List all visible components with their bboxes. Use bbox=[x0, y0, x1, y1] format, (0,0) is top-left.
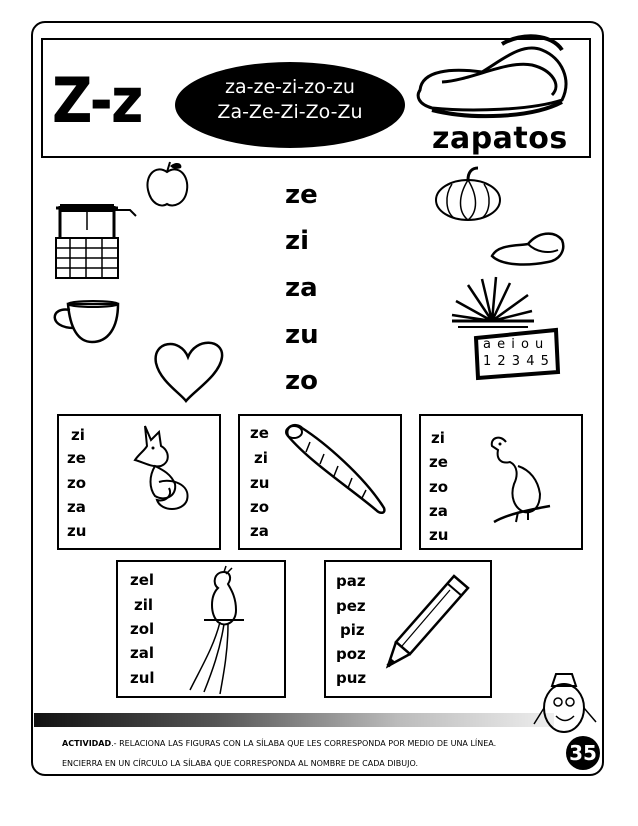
box-syllable: zu bbox=[250, 474, 270, 492]
box-syllable: zil bbox=[134, 596, 154, 614]
box-syllable: puz bbox=[336, 669, 367, 687]
mascot-icon bbox=[530, 668, 600, 740]
box-syllable: zu bbox=[429, 526, 449, 544]
quetzal-icon bbox=[184, 566, 254, 696]
page-number: 35 bbox=[566, 736, 600, 770]
box-syllable: zal bbox=[130, 644, 154, 662]
chalkboard-numbers: 1 2 3 4 5 bbox=[483, 354, 550, 369]
activity-label: ACTIVIDAD bbox=[62, 739, 112, 748]
box-syllable: zo bbox=[67, 474, 87, 492]
vulture-icon bbox=[488, 432, 554, 528]
center-syllable: ze bbox=[285, 180, 318, 210]
box-syllable: zi bbox=[71, 426, 85, 444]
box-syllable: zo bbox=[250, 498, 270, 516]
center-syllable: zi bbox=[285, 226, 310, 256]
box-syllable: za bbox=[429, 502, 448, 520]
box-syllable: poz bbox=[336, 645, 366, 663]
box-syllable: zo bbox=[429, 478, 449, 496]
box-syllable: zul bbox=[130, 669, 155, 687]
box-syllable: zu bbox=[67, 522, 87, 540]
box-syllable: paz bbox=[336, 572, 366, 590]
box-syllable: ze bbox=[429, 453, 448, 471]
activity-text-2: ENCIERRA EN UN CÍRCULO LA SÍLABA QUE CORRESPONDA AL NOMBRE DE CADA DIBUJO. bbox=[62, 759, 418, 768]
well-icon bbox=[50, 200, 150, 282]
box-syllable: piz bbox=[340, 621, 365, 639]
big-letter-title: Z-z bbox=[52, 64, 142, 137]
heart-icon bbox=[150, 335, 228, 405]
syllables-upper: Za-Ze-Zi-Zo-Zu bbox=[217, 100, 363, 123]
center-syllable: zu bbox=[285, 320, 319, 350]
box-syllable: za bbox=[250, 522, 269, 540]
box-syllable: zol bbox=[130, 620, 155, 638]
box-syllable: ze bbox=[67, 449, 86, 467]
carrot-icon bbox=[280, 422, 392, 516]
activity-text-1: .- RELACIONA LAS FIGURAS CON LA SÍLABA QUE LES CORRESPONDA POR MEDIO DE UNA LÍNEA. bbox=[111, 739, 497, 748]
chalkboard-vowels: a e i o u bbox=[483, 337, 545, 352]
grass-icon bbox=[448, 275, 538, 330]
picture-word: zapatos bbox=[432, 121, 568, 156]
activity-line-1 bbox=[62, 739, 496, 748]
shoes-icon bbox=[412, 30, 582, 130]
box-syllable: zel bbox=[130, 571, 155, 589]
pumpkin-icon bbox=[432, 166, 504, 224]
box-syllable: za bbox=[67, 498, 86, 516]
box-syllable: zi bbox=[254, 449, 268, 467]
center-syllable: zo bbox=[285, 366, 318, 396]
box-syllable: zi bbox=[431, 429, 445, 447]
activity-bar bbox=[34, 713, 554, 727]
center-syllable: za bbox=[285, 273, 318, 303]
cup-icon bbox=[46, 298, 122, 346]
syllables-lower: za-ze-zi-zo-zu bbox=[225, 76, 355, 98]
box-syllable: pez bbox=[336, 597, 366, 615]
box-syllable: ze bbox=[250, 424, 269, 442]
pencil-icon bbox=[384, 572, 474, 672]
syllable-oval bbox=[175, 62, 405, 148]
apple-icon bbox=[145, 160, 190, 210]
fox-icon bbox=[125, 422, 195, 514]
small-shoes-icon bbox=[488, 226, 568, 271]
